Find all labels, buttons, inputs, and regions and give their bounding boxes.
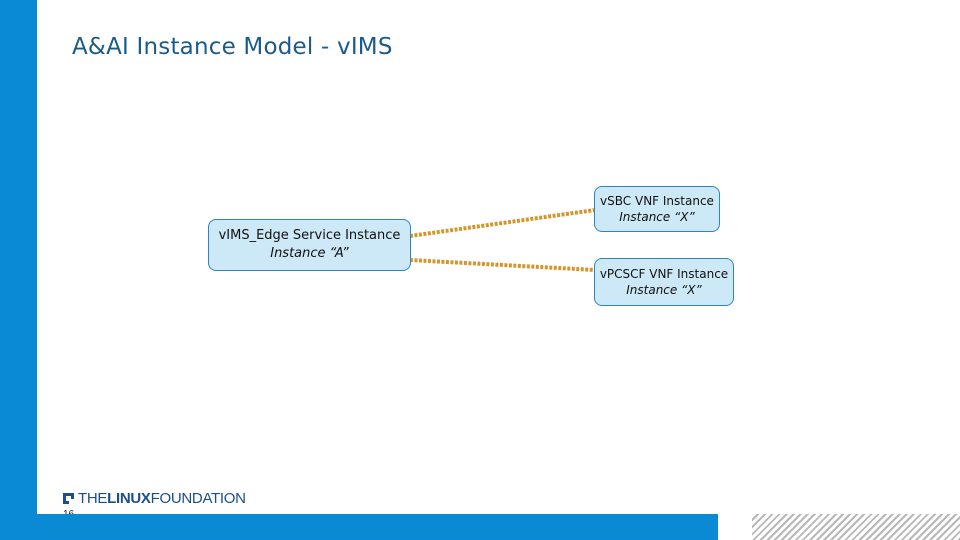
logo-suffix: FOUNDATION xyxy=(150,489,246,507)
edge-service-name: vIMS_Edge Service Instance xyxy=(218,228,401,243)
sbc-vnf-name: vSBC VNF Instance xyxy=(600,194,714,208)
pcscf-vnf-name: vPCSCF VNF Instance xyxy=(599,267,729,281)
pcscf-vnf-instance-label: Instance “X” xyxy=(626,283,702,297)
bottom-accent-bar xyxy=(37,514,718,540)
linux-foundation-mark-icon xyxy=(63,493,74,504)
pcscf-vnf-instance-node[interactable] xyxy=(594,258,734,306)
slide-title: A&AI Instance Model - vIMS xyxy=(72,34,393,60)
sbc-vnf-instance-label: Instance “X” xyxy=(619,210,695,224)
edge-edge-service-to-pcscf xyxy=(410,260,595,270)
sbc-vnf-instance-node[interactable] xyxy=(594,186,720,232)
edge-edge-service-to-sbc xyxy=(410,210,595,236)
hatched-decoration xyxy=(752,514,960,540)
logo-bold: LINUX xyxy=(107,489,151,507)
edge-service-instance-node[interactable] xyxy=(208,219,411,271)
linux-foundation-logo xyxy=(63,489,246,507)
logo-prefix: THE xyxy=(78,489,108,507)
edge-service-instance-label: Instance “A” xyxy=(270,246,349,261)
